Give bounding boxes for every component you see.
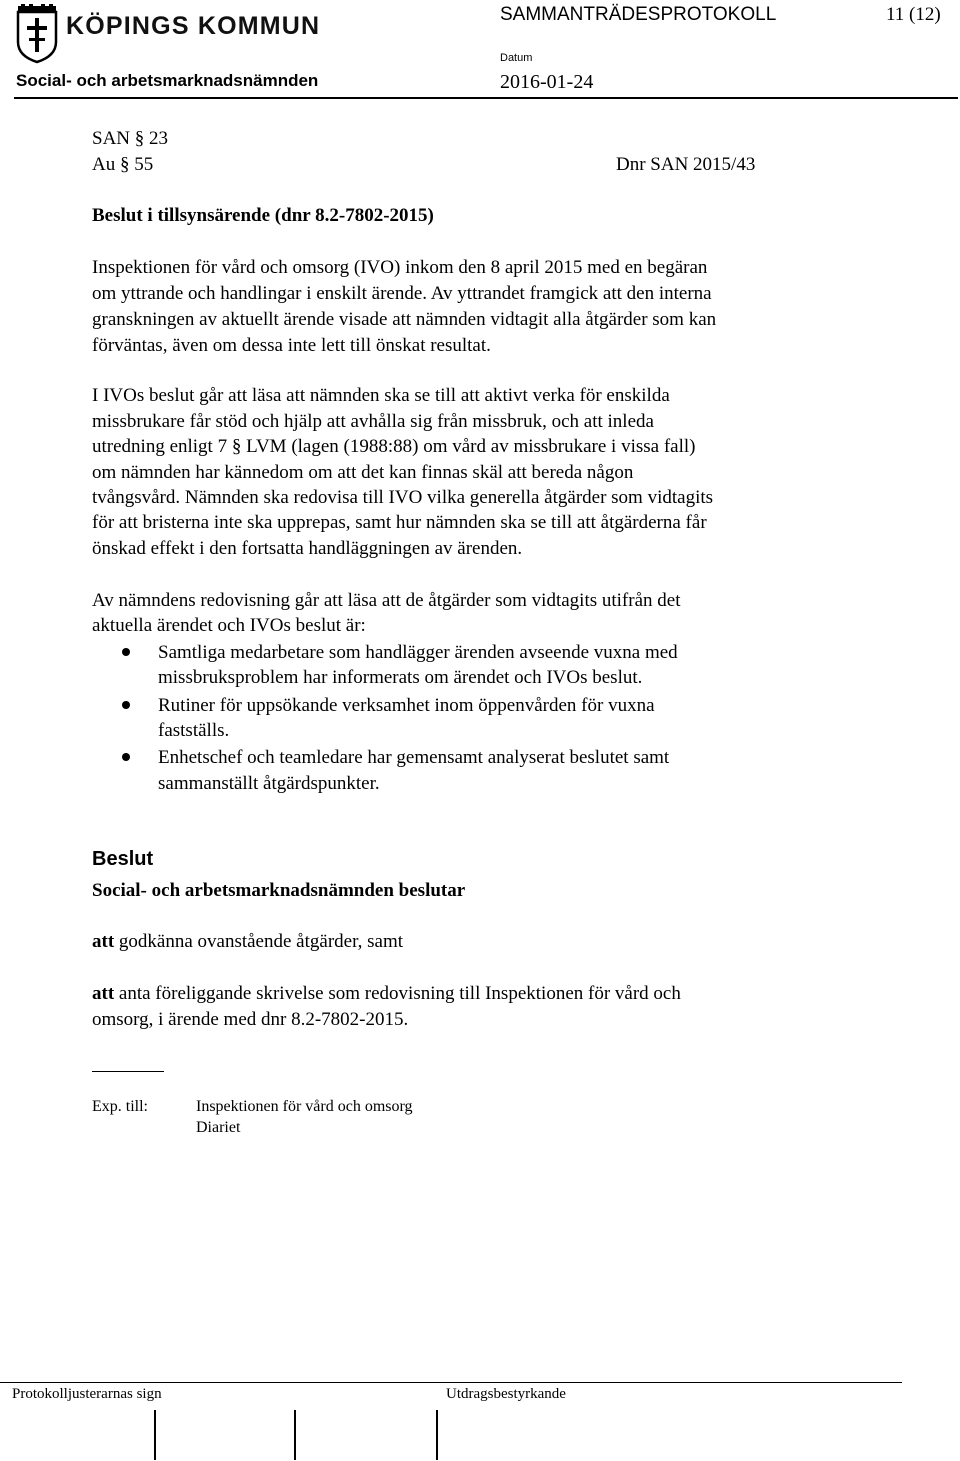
document-type: SAMMANTRÄDESPROTOKOLL xyxy=(500,4,777,25)
footer-sign-label: Protokolljusterarnas sign xyxy=(12,1386,162,1402)
para2-line: missbrukare får stöd och hjälp att avhålla sig från missbruk, och att inleda xyxy=(92,411,654,432)
bullet-line: missbruksproblem har informerats om ärendet och IVOs beslut. xyxy=(158,667,643,688)
para1-line: förväntas, även om dessa inte lett till önskat resultat. xyxy=(92,335,491,356)
para3-line: aktuella ärendet och IVOs beslut är: xyxy=(92,615,366,636)
para2-line: önskad effekt i den fortsatta handläggningen av ärenden. xyxy=(92,538,523,559)
para2-line: för att bristerna inte ska upprepas, samt hur nämnden ska se till att åtgärderna får xyxy=(92,512,707,533)
section-title: Beslut i tillsynsärende (dnr 8.2-7802-2015) xyxy=(92,205,434,226)
decision-item-2 xyxy=(92,983,681,1005)
expedition-recipient: Inspektionen för vård och omsorg xyxy=(196,1098,413,1115)
decision-item-text: godkänna ovanstående åtgärder, samt xyxy=(114,931,404,952)
au-paragraph-ref: Au § 55 xyxy=(92,154,154,175)
decision-item-text: anta föreliggande skrivelse som redovisning till Inspektionen för vård och xyxy=(114,983,681,1004)
page-number: 11 (12) xyxy=(886,4,941,25)
date-value: 2016-01-24 xyxy=(500,71,594,93)
para1-line: om yttrande och handlingar i enskilt ärende. Av yttrandet framgick att den interna xyxy=(92,283,712,304)
bullet-line: Samtliga medarbetare som handlägger ärenden avseende vuxna med xyxy=(158,642,678,663)
expedition-recipient: Diariet xyxy=(196,1119,241,1136)
footer-certification-label: Utdragsbestyrkande xyxy=(446,1386,566,1402)
bullet-icon xyxy=(122,701,130,709)
footer-divider xyxy=(0,1382,902,1383)
att-keyword: att xyxy=(92,983,115,1004)
bullet-line: sammanställt åtgärdspunkter. xyxy=(158,773,380,794)
bullet-line: fastställs. xyxy=(158,720,230,741)
san-paragraph-ref: SAN § 23 xyxy=(92,128,169,149)
coat-of-arms-icon xyxy=(16,4,58,64)
header-divider xyxy=(14,97,958,99)
para1-line: Inspektionen för vård och omsorg (IVO) inkom den 8 april 2015 med en begäran xyxy=(92,257,708,278)
expedition-label: Exp. till: xyxy=(92,1098,148,1115)
organization-name: KÖPINGS KOMMUN xyxy=(66,12,321,40)
decision-subheading: Social- och arbetsmarknadsnämnden beslutar xyxy=(92,880,466,901)
separator-line xyxy=(92,1071,164,1072)
bullet-line: Enhetschef och teamledare har gemensamt analyserat beslutet samt xyxy=(158,747,670,768)
committee-name: Social- och arbetsmarknadsnämnden xyxy=(16,71,319,90)
decision-item-1 xyxy=(92,931,403,953)
bullet-line: Rutiner för uppsökande verksamhet inom öppenvården för vuxna xyxy=(158,695,655,716)
para2-line: tvångsvård. Nämnden ska redovisa till IVO vilka generella åtgärder som vidtagits xyxy=(92,487,714,508)
att-keyword: att xyxy=(92,931,115,952)
decision-item-2-cont: omsorg, i ärende med dnr 8.2-7802-2015. xyxy=(92,1009,409,1030)
para3-line: Av nämndens redovisning går att läsa att de åtgärder som vidtagits utifrån det xyxy=(92,590,681,611)
bullet-icon xyxy=(122,753,130,761)
para2-line: utredning enligt 7 § LVM (lagen (1988:88) om vård av missbrukare i vissa fall) xyxy=(92,436,696,457)
date-label: Datum xyxy=(500,52,533,64)
diary-number: Dnr SAN 2015/43 xyxy=(616,154,756,175)
signature-box-divider xyxy=(294,1410,296,1460)
para1-line: granskningen av aktuellt ärende visade att nämnden vidtagit alla åtgärder som kan xyxy=(92,309,717,330)
bullet-icon xyxy=(122,648,130,656)
para2-line: om nämnden har kännedom om att det kan finnas skäl att bereda någon xyxy=(92,462,634,483)
signature-box-divider xyxy=(436,1410,438,1460)
decision-heading: Beslut xyxy=(92,848,154,870)
para2-line: I IVOs beslut går att läsa att nämnden ska se till att aktivt verka för enskilda xyxy=(92,385,670,406)
signature-box-divider xyxy=(154,1410,156,1460)
